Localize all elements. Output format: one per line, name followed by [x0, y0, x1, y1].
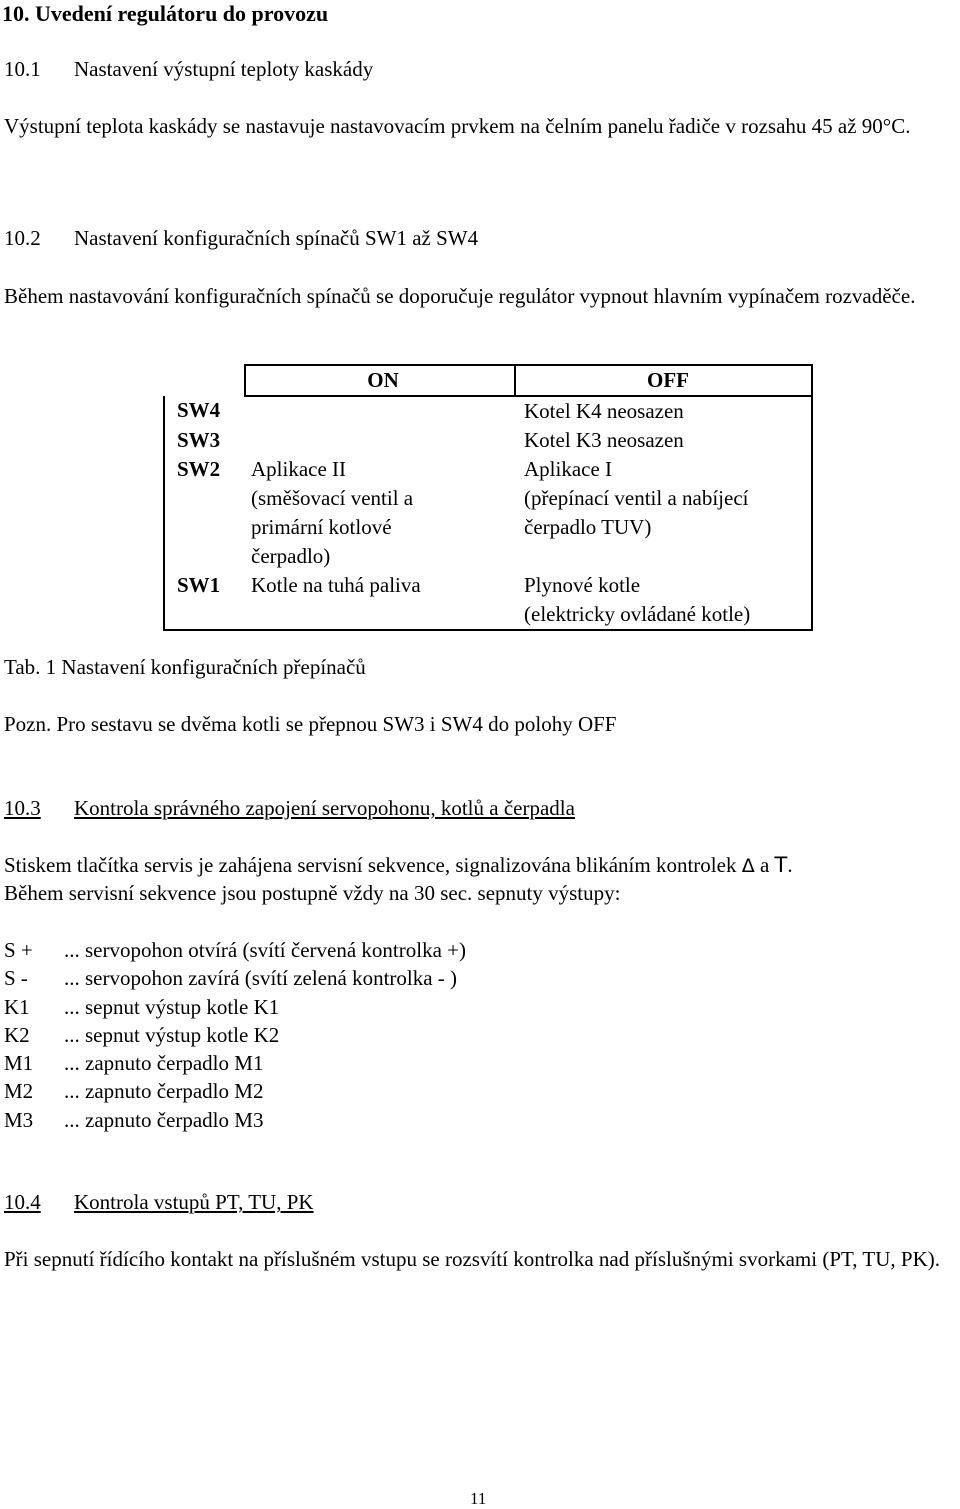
paragraph-10-2: Během nastavování konfiguračních spínačů se doporučuje regulátor vypnout hlavním vypínačem rozvaděče. — [4, 284, 916, 308]
list-item — [4, 936, 466, 964]
output-desc: ... zapnuto čerpadlo M2 — [64, 1079, 264, 1104]
cell-line: čerpadlo) — [251, 544, 331, 568]
cell-line: Aplikace II — [251, 457, 347, 481]
section-number: 10.4 — [4, 1190, 41, 1214]
output-desc: ... servopohon zavírá (svítí zelená kontrolka - ) — [64, 966, 458, 991]
section-heading-10-1 — [4, 57, 373, 82]
delta-indicator-icon: Δ — [741, 855, 755, 877]
output-desc: ... sepnut výstup kotle K2 — [64, 1022, 280, 1047]
line-text: Stiskem tlačítka servis je zahájena servisní sekvence, signalizována blikáním kontrolek — [4, 853, 737, 877]
off-cell — [515, 571, 812, 630]
section-heading-10-3 — [4, 796, 575, 821]
output-list — [4, 936, 466, 1134]
tee-indicator-icon: Τ — [774, 853, 788, 877]
list-item — [4, 1077, 466, 1105]
output-key: M1 — [4, 1051, 34, 1076]
on-cell — [245, 455, 515, 571]
section-heading-10-2 — [4, 226, 478, 251]
list-item — [4, 1106, 466, 1134]
on-cell — [245, 396, 515, 426]
list-item — [4, 964, 466, 992]
section-heading-10-4 — [4, 1190, 314, 1215]
on-cell — [245, 426, 515, 455]
switch-label: SW2 — [164, 455, 245, 571]
output-key: K2 — [4, 1022, 30, 1047]
paragraph-10-3-line1 — [4, 853, 793, 879]
config-switch-table — [163, 364, 813, 631]
header-on: ON — [245, 365, 515, 396]
cell-line: Aplikace I — [524, 457, 613, 481]
paragraph-10-1: Výstupní teplota kaskády se nastavuje nastavovacím prvkem na čelním panelu řadiče v rozsahu 45 až 90°C. — [4, 114, 911, 138]
output-key: M2 — [4, 1079, 34, 1104]
output-key: S - — [4, 966, 28, 991]
cell-line: primární kotlové — [251, 515, 392, 539]
header-off: OFF — [515, 365, 812, 396]
table-row — [164, 426, 812, 455]
output-desc: ... zapnuto čerpadlo M3 — [64, 1107, 264, 1132]
period: . — [787, 853, 793, 877]
note: Pozn. Pro sestavu se dvěma kotli se přepnou SW3 i SW4 do polohy OFF — [4, 712, 617, 736]
list-item — [4, 1021, 466, 1049]
switch-label: SW1 — [164, 571, 245, 630]
switch-label: SW4 — [164, 396, 245, 426]
table-header-row — [164, 365, 812, 396]
section-title: Kontrola správného zapojení servopohonu, kotlů a čerpadla — [74, 796, 575, 820]
on-cell: Kotle na tuhá paliva — [245, 571, 515, 630]
cell-line: (směšovací ventil a — [251, 486, 414, 510]
section-number: 10.3 — [4, 796, 41, 820]
off-cell: Kotel K4 neosazen — [515, 396, 812, 426]
switch-label: SW3 — [164, 426, 245, 455]
table-row — [164, 396, 812, 426]
off-cell: Kotel K3 neosazen — [515, 426, 812, 455]
section-number: 10.1 — [4, 57, 41, 81]
page-number: 11 — [470, 1489, 487, 1508]
paragraph-10-4: Při sepnutí řídícího kontakt na příslušném vstupu se rozsvítí kontrolka nad příslušnými svorkami (PT, TU, PK). — [4, 1247, 940, 1271]
table-row — [164, 455, 812, 571]
section-number: 10.2 — [4, 226, 41, 250]
chapter-heading: 10. Uvedení regulátoru do provozu — [2, 1, 329, 26]
output-key: M3 — [4, 1107, 34, 1132]
and-word: a — [759, 853, 770, 877]
output-key: S + — [4, 938, 33, 962]
cell-line: čerpadlo TUV) — [524, 515, 652, 539]
output-desc: ... sepnut výstup kotle K1 — [64, 994, 280, 1019]
section-title: Nastavení výstupní teploty kaskády — [74, 57, 374, 81]
header-empty-cell — [164, 365, 245, 396]
list-item — [4, 1049, 466, 1077]
output-key: K1 — [4, 994, 30, 1019]
table-row — [164, 571, 812, 630]
section-title: Kontrola vstupů PT, TU, PK — [74, 1190, 314, 1214]
output-desc: ... zapnuto čerpadlo M1 — [64, 1051, 264, 1076]
cell-line: (přepínací ventil a nabíjecí — [524, 486, 749, 510]
cell-line: Plynové kotle — [524, 573, 641, 597]
table-caption: Tab. 1 Nastavení konfiguračních přepínačů — [4, 655, 366, 679]
list-item — [4, 993, 466, 1021]
cell-line: (elektricky ovládané kotle) — [524, 602, 751, 626]
output-desc: ... servopohon otvírá (svítí červená kontrolka +) — [64, 938, 466, 962]
off-cell — [515, 455, 812, 571]
section-title: Nastavení konfiguračních spínačů SW1 až SW4 — [74, 226, 479, 250]
paragraph-10-3-line2: Během servisní sekvence jsou postupně vždy na 30 sec. sepnuty výstupy: — [4, 881, 621, 905]
